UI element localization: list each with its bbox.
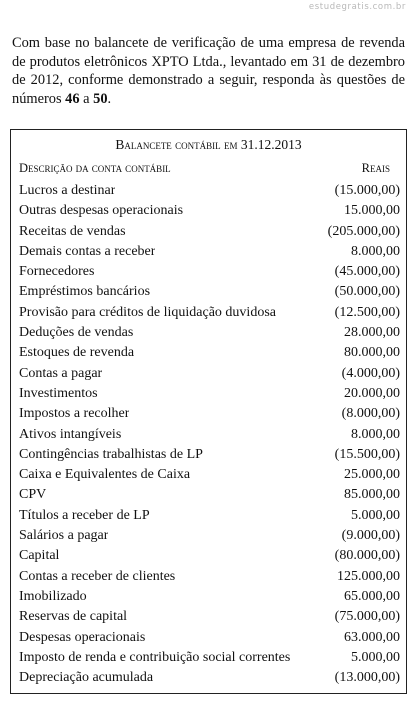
- table-row: [19, 201, 400, 221]
- table-row: [19, 587, 400, 607]
- account-description: Contas a receber de clientes: [19, 568, 176, 584]
- account-description: Caixa e Equivalentes de Caixa: [19, 467, 191, 483]
- account-value: 15.000,00: [344, 203, 400, 219]
- account-value: 65.000,00: [344, 588, 400, 604]
- table-row: [19, 668, 400, 688]
- account-description: Investimentos: [19, 385, 98, 401]
- site-watermark: estudegratis.com.br: [308, 2, 406, 12]
- table-row: [19, 181, 400, 201]
- account-value: 85.000,00: [344, 487, 400, 503]
- table-row: [19, 567, 400, 587]
- account-value: (75.000,00): [334, 609, 400, 625]
- table-row: [19, 222, 400, 242]
- table-header: [11, 160, 406, 176]
- account-description: Empréstimos bancários: [19, 284, 151, 300]
- table-title: Balancete contábil em 31.12.2013: [115, 137, 302, 152]
- table-row: [19, 242, 400, 262]
- account-description: Reservas de capital: [19, 609, 128, 625]
- table-row: [19, 628, 400, 648]
- column-header-description: Descrição da conta contábil: [19, 161, 171, 175]
- table-row: [19, 546, 400, 566]
- account-value: (15.500,00): [334, 446, 400, 462]
- table-row: [19, 384, 400, 404]
- table-row: [19, 262, 400, 282]
- intro-paragraph: [12, 34, 405, 108]
- account-description: Contingências trabalhistas de LP: [19, 446, 203, 462]
- account-value: 8.000,00: [351, 243, 400, 259]
- account-description: Lucros a destinar: [19, 183, 116, 198]
- account-description: Deduções de vendas: [19, 325, 134, 341]
- account-value: 63.000,00: [344, 629, 400, 645]
- column-header-value: Reais: [361, 161, 390, 175]
- account-description: Estoques de revenda: [19, 345, 135, 361]
- account-description: Demais contas a receber: [19, 243, 156, 259]
- account-value: (9.000,00): [341, 528, 400, 544]
- table-row: [19, 607, 400, 627]
- account-description: CPV: [19, 487, 47, 503]
- table-row: [19, 323, 400, 343]
- account-value: (50.000,00): [334, 284, 400, 300]
- account-description: Despesas operacionais: [19, 629, 146, 645]
- account-description: Ativos intangíveis: [19, 426, 122, 442]
- account-value: (45.000,00): [334, 264, 400, 280]
- account-value: 20.000,00: [344, 385, 400, 401]
- account-description: Depreciação acumulada: [19, 670, 154, 686]
- account-description: Títulos a receber de LP: [19, 507, 150, 523]
- account-description: Fornecedores: [19, 264, 95, 280]
- account-value: (13.000,00): [334, 670, 400, 686]
- intro-period: .: [107, 90, 112, 107]
- account-value: 25.000,00: [344, 467, 400, 483]
- table-row: [19, 526, 400, 546]
- account-description: Imobilizado: [19, 588, 87, 604]
- account-description: Imposto de renda e contribuição social correntes: [19, 649, 291, 665]
- account-value: (8.000,00): [341, 406, 400, 422]
- account-description: Outras despesas operacionais: [19, 203, 184, 219]
- account-value: (4.000,00): [341, 365, 400, 381]
- account-description: Capital: [19, 548, 60, 564]
- question-end-number: 50: [93, 90, 108, 107]
- table-row: [19, 303, 400, 323]
- table-row: [19, 282, 400, 302]
- account-description: Provisão para créditos de liquidação duvidosa: [19, 304, 276, 320]
- account-value: 80.000,00: [344, 345, 400, 361]
- account-description: Salários a pagar: [19, 528, 109, 544]
- account-value: 28.000,00: [344, 325, 400, 341]
- account-value: (205.000,00): [327, 223, 400, 239]
- question-start-number: 46: [65, 90, 80, 107]
- account-value: 8.000,00: [351, 426, 400, 442]
- account-description: Receitas de vendas: [19, 223, 126, 239]
- table-row: [19, 506, 400, 526]
- account-value: (12.500,00): [334, 304, 400, 320]
- table-row: [19, 364, 400, 384]
- table-row: [19, 404, 400, 424]
- table-row: [19, 343, 400, 363]
- account-value: 5.000,00: [351, 507, 400, 523]
- account-value: 125.000,00: [337, 568, 400, 584]
- intro-connector: a: [79, 90, 94, 107]
- table-row: [19, 445, 400, 465]
- account-description: Contas a pagar: [19, 365, 103, 381]
- table-body: [11, 181, 406, 688]
- intro-text: Com base no balancete de verificação de uma empresa de revenda de produtos eletrônicos XPTO Ltda., levantado em 31 de dezembro de 2012, conforme demonstrado a seguir, responda às questões de números: [12, 35, 405, 107]
- table-row: [19, 648, 400, 668]
- table-row: [19, 485, 400, 505]
- table-row: [19, 465, 400, 485]
- table-row: [19, 425, 400, 445]
- trial-balance-table: [10, 129, 407, 694]
- account-value: (80.000,00): [334, 548, 400, 564]
- account-description: Impostos a recolher: [19, 406, 130, 422]
- account-value: (15.000,00): [334, 183, 400, 198]
- account-value: 5.000,00: [351, 649, 400, 665]
